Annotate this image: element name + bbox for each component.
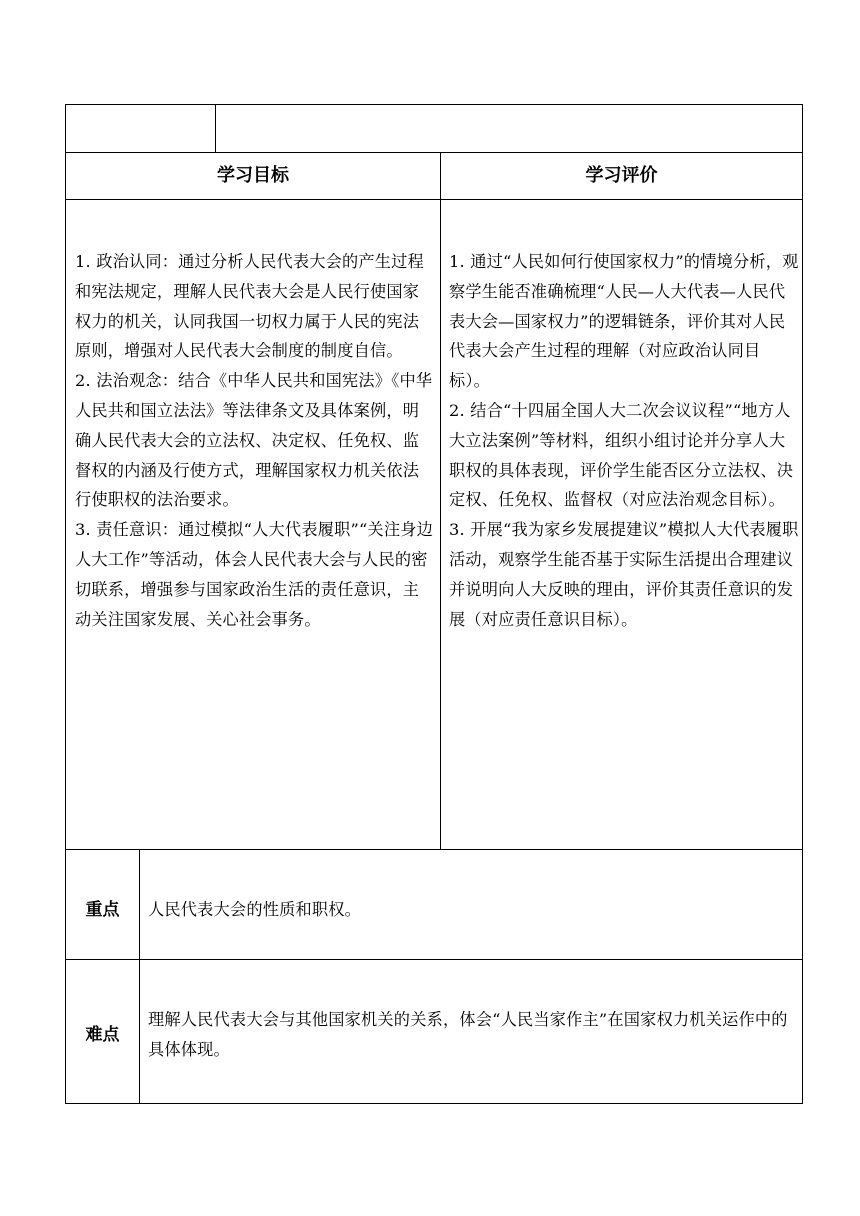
row-divider	[66, 199, 802, 200]
difficulty-text: 理解人民代表大会与其他国家机关的关系，体会“人民当家作主”在国家权力机关运作中的具体体现。	[148, 1010, 788, 1059]
key-point-text: 人民代表大会的性质和职权。	[148, 900, 362, 919]
evaluation-content	[449, 247, 799, 634]
difficulty-label: 难点	[85, 1025, 120, 1045]
evaluation-item: 2. 结合“十四届全国人大二次会议议程”“地方人大立法案例”等材料，组织小组讨论并分享人大职权的具体表现，评价学生能否区分立法权、决定权、任免权、监督权（对应法治观念目标）。	[449, 400, 794, 510]
key-point-label: 重点	[85, 900, 120, 920]
goal-item: 1. 政治认同：通过分析人民代表大会的产生过程和宪法规定，理解人民代表大会是人民行使国家权力的机关，认同我国一切权力属于人民的宪法原则，增强对人民代表大会制度的制度自信。	[75, 252, 424, 361]
goals-content	[75, 247, 433, 634]
row-divider	[66, 152, 802, 153]
evaluation-header: 学习评价	[585, 165, 658, 186]
column-divider	[440, 152, 441, 849]
row-divider	[66, 849, 802, 850]
row-divider	[66, 959, 802, 960]
goal-item: 2. 法治观念：结合《中华人民共和国宪法》《中华人民共和国立法法》等法律条文及具体案例，明确人民代表大会的立法权、决定权、任免权、监督权的内涵及行使方式，理解国家权力机关依法行使职权的法治要求。	[75, 371, 433, 510]
lesson-table	[65, 104, 803, 1104]
column-divider	[139, 849, 140, 1103]
goals-header: 学习目标	[217, 165, 289, 186]
top-right-cell	[216, 105, 802, 152]
evaluation-item: 1. 通过“人民如何行使国家权力”的情境分析，观察学生能否准确梳理“人民—人大代表—人民代表大会—国家权力”的逻辑链条，评价其对人民代表大会产生过程的理解（对应政治认同目标）。	[449, 252, 799, 391]
top-left-cell	[66, 105, 215, 152]
evaluation-item: 3. 开展“我为家乡发展提建议”模拟人大代表履职活动，观察学生能否基于实际生活提出合理建议并说明向人大反映的理由，评价其责任意识的发展（对应责任意识目标）。	[449, 520, 799, 629]
goal-item: 3. 责任意识：通过模拟“人大代表履职”“关注身边人大工作”等活动，体会人民代表大会与人民的密切联系，增强参与国家政治生活的责任意识，主动关注国家发展、关心社会事务。	[75, 520, 433, 629]
